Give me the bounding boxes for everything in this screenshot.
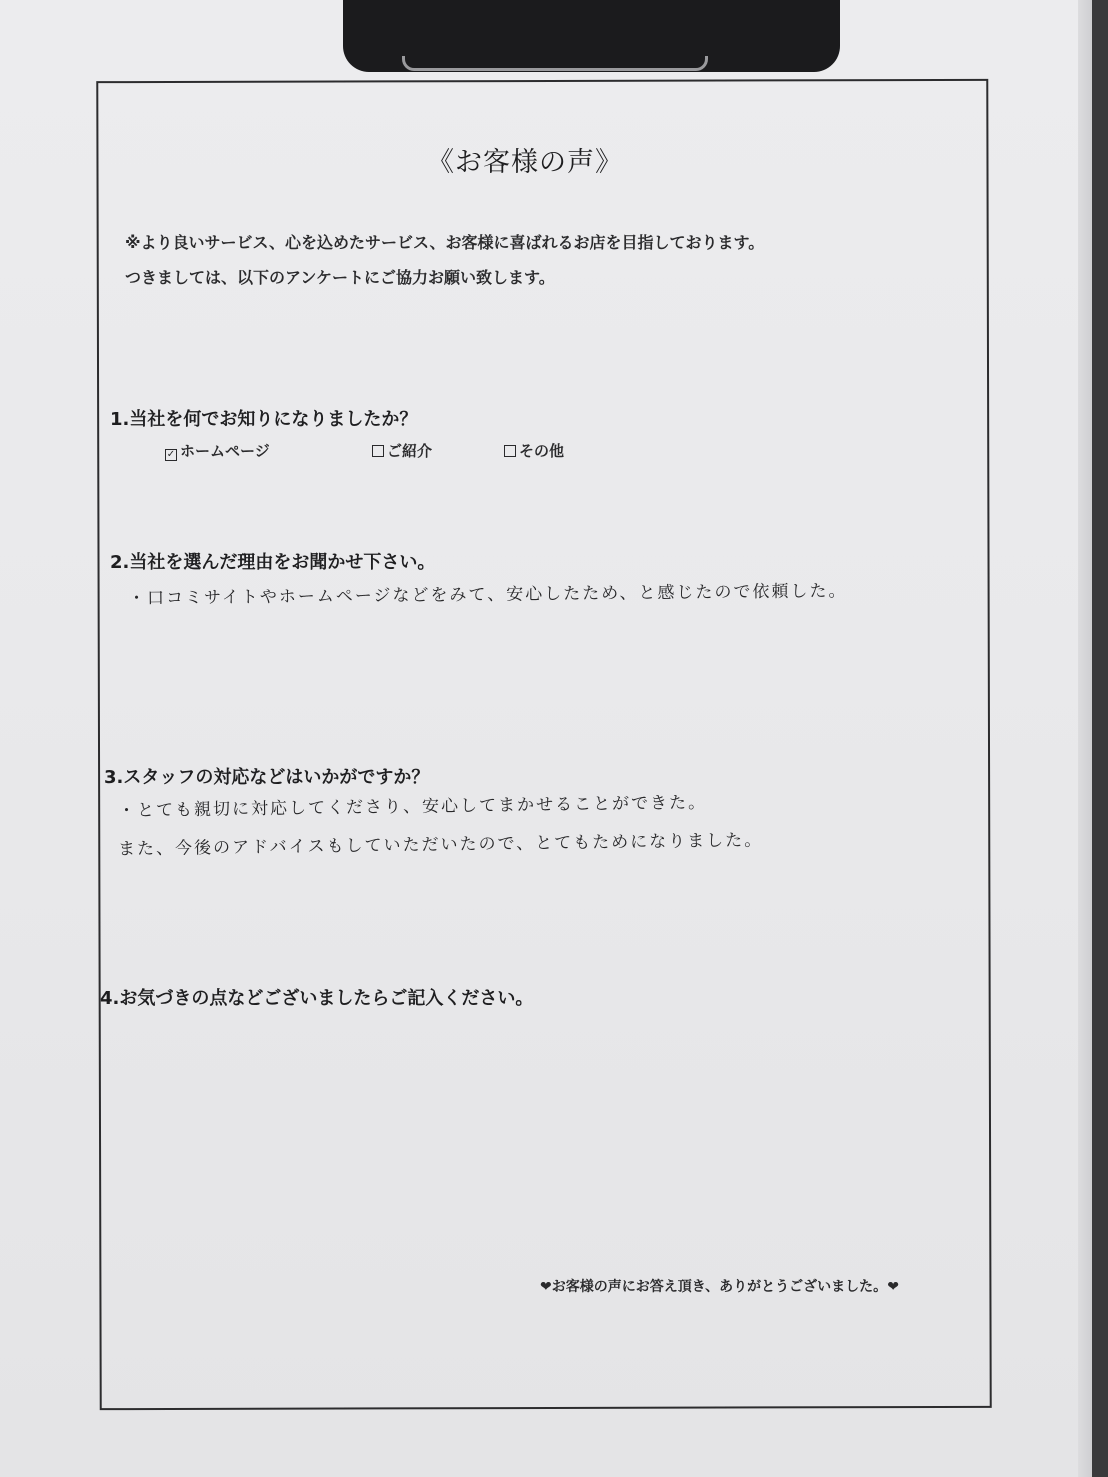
intro-line-2: つきましては、以下のアンケートにご協力お願い致します。: [125, 268, 555, 287]
intro-line-1: ※より良いサービス、心を込めたサービス、お客様に喜ばれるお店を目指しております。: [125, 233, 765, 252]
checkbox-icon[interactable]: [504, 445, 516, 457]
heart-icon: ❤: [887, 1279, 899, 1295]
answer-3-line-2: また、今後のアドバイスもしていただいたので、とてもためになりました。: [117, 830, 764, 860]
question-4-label: 4.お気づきの点などございましたらご記入ください。: [100, 988, 534, 1009]
thanks-message: [540, 1276, 899, 1296]
form-title: 《お客様の声》: [427, 147, 623, 178]
checkbox-checked-icon[interactable]: ✓: [166, 449, 176, 460]
question-1-label: 1.当社を何でお知りになりましたか？: [110, 409, 418, 430]
thanks-text: お客様の声にお答え頂き、ありがとうございました。: [551, 1279, 888, 1295]
clipboard-wire: [402, 56, 708, 71]
question-2-label: 2.当社を選んだ理由をお聞かせ下さい。: [110, 552, 436, 573]
paper-stack-edge: [1078, 0, 1092, 1477]
option-homepage[interactable]: [165, 440, 270, 461]
question-3-label: 3.スタッフの対応などはいかがですか？: [104, 767, 430, 788]
heart-icon: ❤: [540, 1279, 552, 1295]
option-other[interactable]: [504, 440, 564, 461]
answer-2-line-1: ・口コミサイトやホームページなどをみて、安心したため、と感じたので依頼した。: [127, 581, 848, 609]
option-referral[interactable]: [372, 440, 432, 461]
option-homepage-label: ホームページ: [180, 442, 270, 460]
option-referral-label: ご紹介: [387, 442, 433, 460]
answer-3-line-1: ・とても親切に対応してくださり、安心してまかせることができた。: [117, 792, 708, 822]
option-other-label: その他: [519, 442, 565, 460]
checkbox-icon[interactable]: [372, 445, 384, 457]
